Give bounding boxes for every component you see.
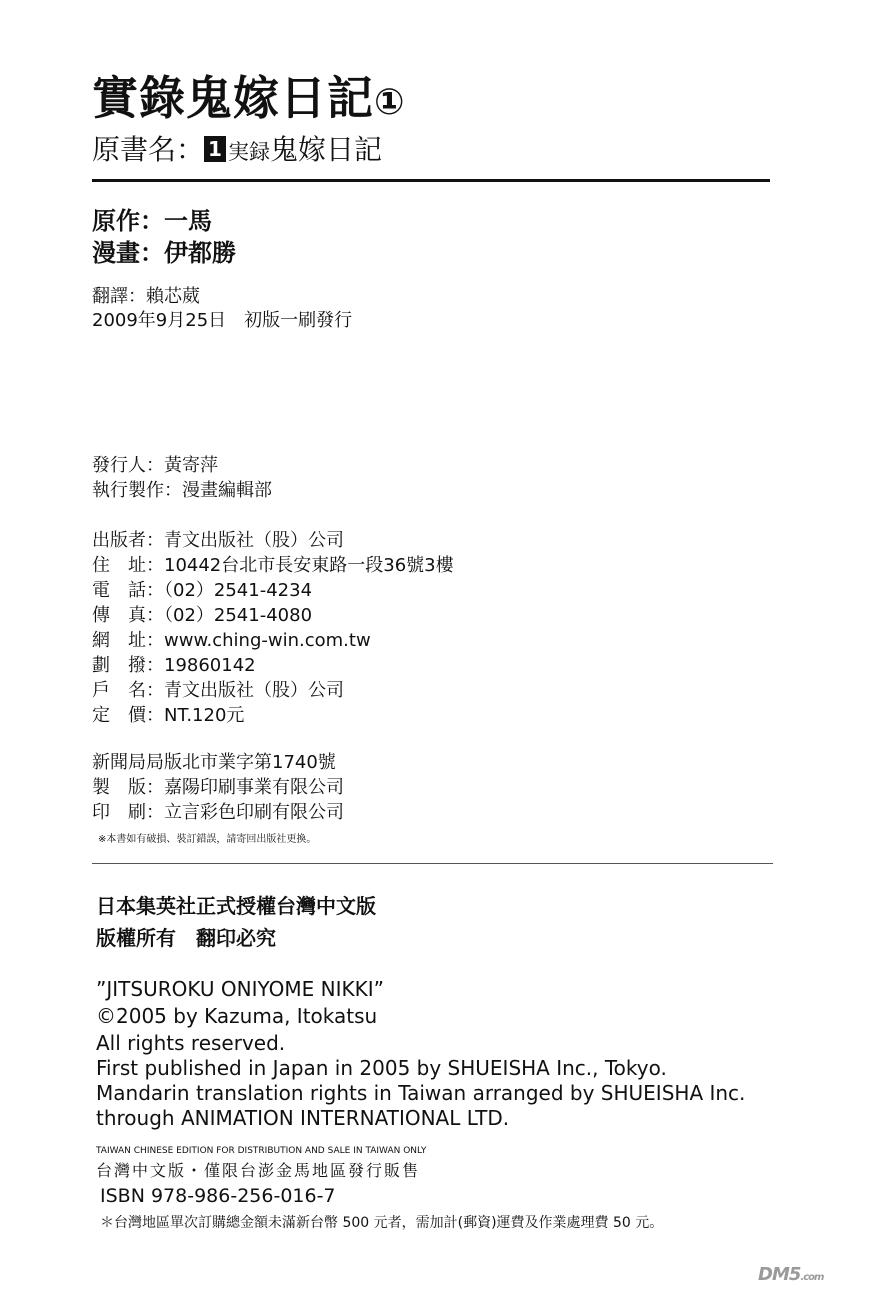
distribution-notice-cn: 台灣中文版・僅限台澎金馬地區發行販售 [96,1161,421,1180]
translator-credit: 翻譯：賴芯葳 [92,286,200,307]
damage-note: ※本書如有破損、裝訂錯誤，請寄回出版社更換。 [98,834,317,845]
original-title-en: ”JITSUROKU ONIYOME NIKKI” [96,977,384,1001]
plate-making-line: 製 版：嘉陽印刷事業有限公司 [92,777,344,798]
printing-line: 印 刷：立言彩色印刷有限公司 [92,802,344,823]
isbn: ISBN 978-986-256-016-7 [100,1185,336,1207]
rights-divider [92,863,773,864]
first-published: First published in Japan in 2005 by SHUEISHA Inc., Tokyo. [96,1056,667,1080]
phone-line: 電 話：（02）2541-4234 [92,580,313,601]
rights-reserved: All rights reserved. [96,1031,286,1055]
address-line: 住 址：10442台北市長安東路一段36號3樓 [92,555,454,576]
artist-credit: 漫畫：伊都勝 [92,239,236,267]
copyright-en: ©2005 by Kazuma, Itokatsu [96,1004,378,1028]
executive-production: 執行製作：漫畫編輯部 [92,480,272,501]
price-line: 定 價：NT.120元 [92,705,245,726]
postal-account-line: 劃 撥：19860142 [92,655,256,676]
book-title: 實錄鬼嫁日記① [92,71,406,125]
original-title: 原書名： 1 実録鬼嫁日記 [92,133,383,166]
website-line: 網 址：www.ching-win.com.tw [92,630,371,651]
agency-line: through ANIMATION INTERNATIONAL LTD. [96,1106,510,1130]
publisher-line: 出版者：青文出版社（股）公司 [92,530,344,551]
header-divider [92,179,770,182]
license-number-line: 新聞局局版北市業字第1740號 [92,752,336,773]
volume-box: 1 [204,136,226,162]
publisher-person: 發行人：黃寄萍 [92,455,218,476]
translation-rights: Mandarin translation rights in Taiwan arranged by SHUEISHA Inc. [96,1081,746,1105]
distribution-notice-en: TAIWAN CHINESE EDITION FOR DISTRIBUTION AND SALE IN TAIWAN ONLY [96,1146,427,1156]
fax-line: 傳 真：（02）2541-4080 [92,605,313,626]
copyright-notice-cn: 版權所有 翻印必究 [96,926,276,950]
edition-date: 2009年9月25日 初版一刷發行 [92,310,353,331]
site-watermark: DM5.com [758,1264,824,1285]
author-credit: 原作：一馬 [92,207,212,235]
shipping-note: ＊台灣地區單次訂購總金額未滿新台幣 500 元者，需加計(郵資)運費及作業處理費 50 元。 [100,1215,664,1231]
account-name-line: 戶 名：青文出版社（股）公司 [92,680,344,701]
authorization-line: 日本集英社正式授權台灣中文版 [96,894,376,918]
